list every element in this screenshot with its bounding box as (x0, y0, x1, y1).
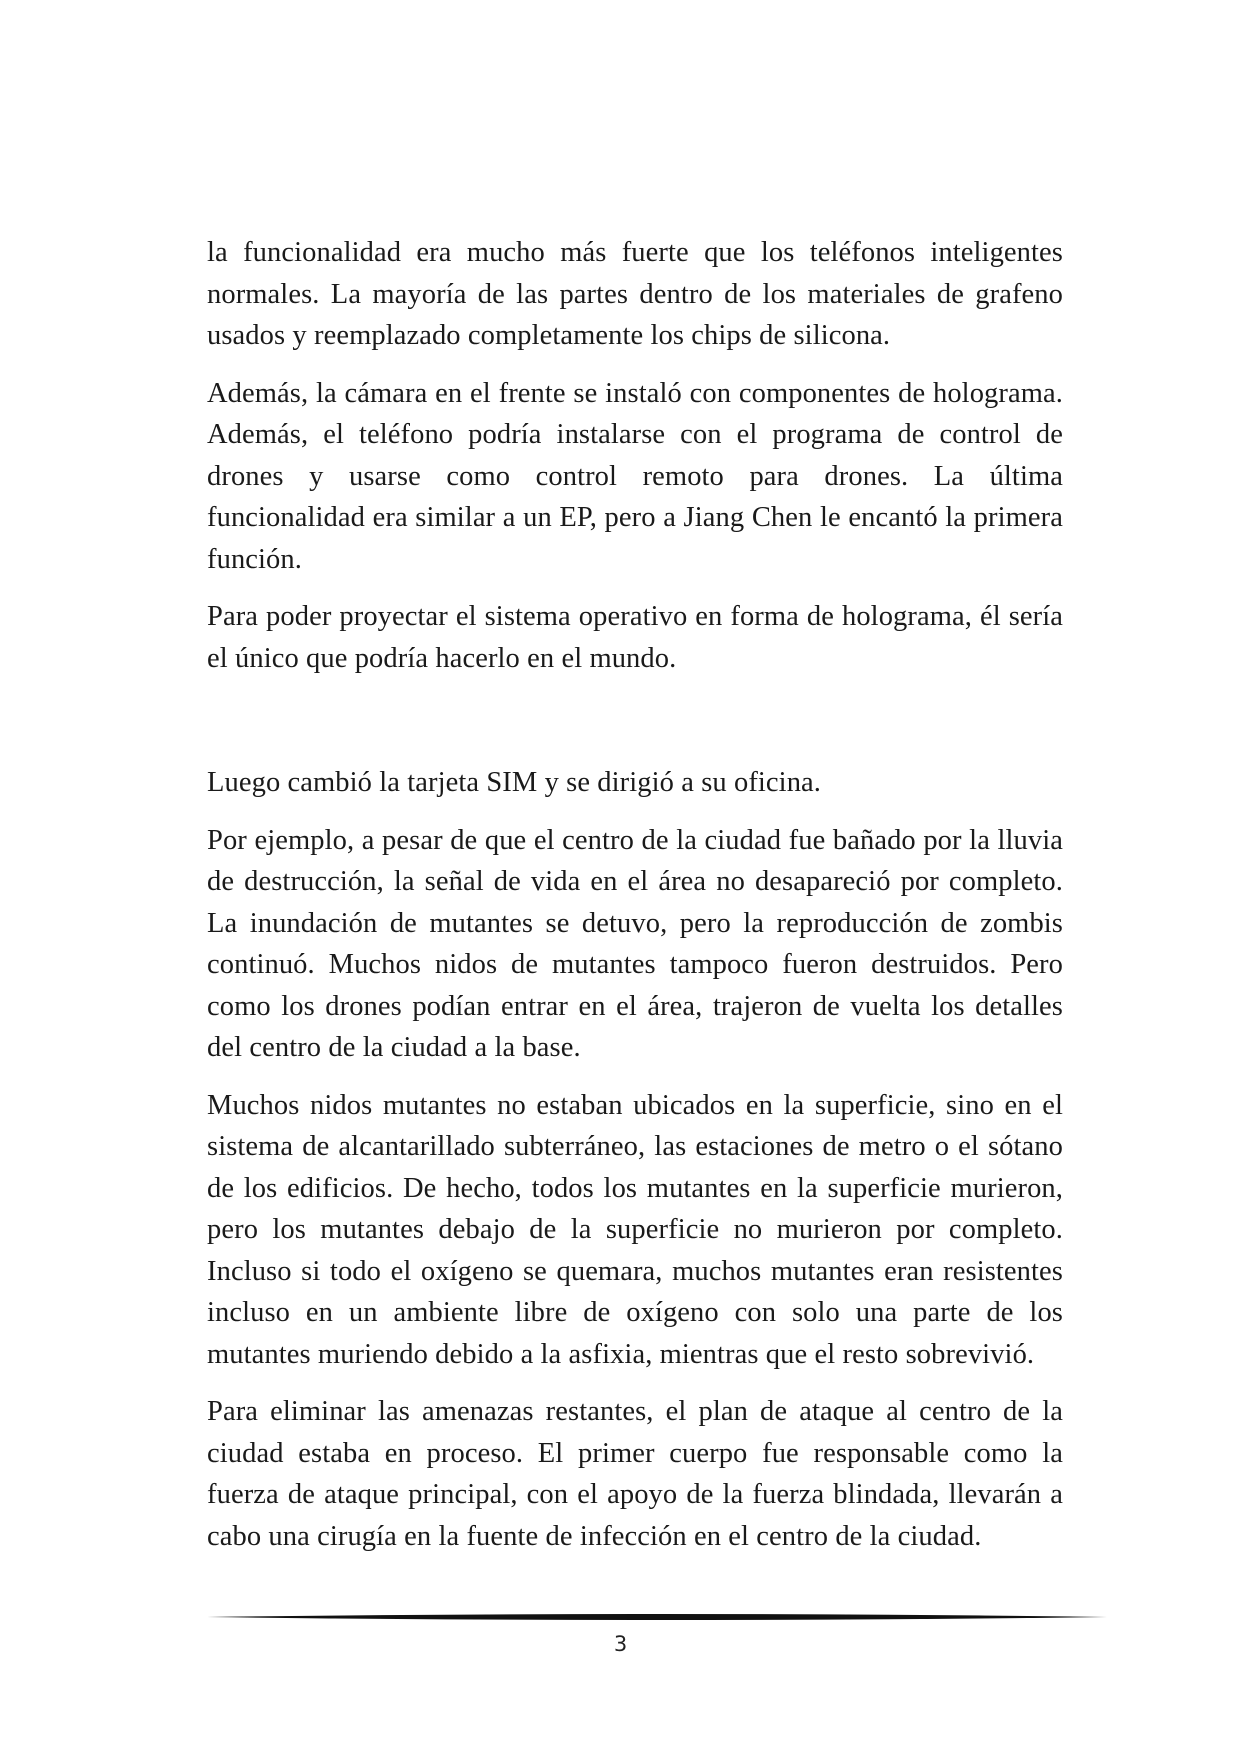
paragraph-5: Por ejemplo, a pesar de que el centro de la ciudad fue bañado por la lluvia de destrucción, la señal de vida en el área no desapareció por completo. La inundación de mutantes se detuvo, pero la reproducción de zombis continuó. Muchos nidos de mutantes tampoco fueron destruidos. Pero como los drones podían entrar en el área, trajeron de vuelta los detalles del centro de la ciudad a la base. (207, 824, 1063, 1063)
paragraph-4: Luego cambió la tarjeta SIM y se dirigió a su oficina. (207, 767, 822, 798)
paragraph-7: Para eliminar las amenazas restantes, el plan de ataque al centro de la ciudad estaba en proceso. El primer cuerpo fue responsable como la fuerza de ataque principal, con el apoyo de la fuerza blindada, llevarán a cabo una cirugía en la fuente de infección en el centro de la ciudad. (207, 1396, 1063, 1552)
paragraph-3: Para poder proyectar el sistema operativo en forma de holograma, él sería el único que podría hacerlo en el mundo. (207, 601, 1063, 674)
page-number: 3 (613, 1632, 628, 1656)
paragraph-2: Además, la cámara en el frente se instaló con componentes de holograma. Además, el teléfono podría instalarse con el programa de control de drones y usarse como control remoto para drones. La última funcionalidad era similar a un EP, pero a Jiang Chen le encantó la primera función. (207, 377, 1063, 575)
paragraph-6: Muchos nidos mutantes no estaban ubicados en la superficie, sino en el sistema de alcantarillado subterráneo, las estaciones de metro o el sótano de los edificios. De hecho, todos los mutantes en la superficie murieron, pero los mutantes debajo de la superficie no murieron por completo. Incluso si todo el oxígeno se quemara, muchos mutantes eran resistentes incluso en un ambiente libre de oxígeno con solo una parte de los mutantes muriendo debido a la asfixia, mientras que el resto sobrevivió. (207, 1089, 1063, 1370)
footer-rule (207, 1612, 1107, 1622)
page-body (207, 232, 1063, 1557)
paragraph-1: la funcionalidad era mucho más fuerte que los teléfonos inteligentes normales. La mayoría de las partes dentro de los materiales de grafeno usados y reemplazado completamente los chips de silicona. (207, 237, 1063, 351)
